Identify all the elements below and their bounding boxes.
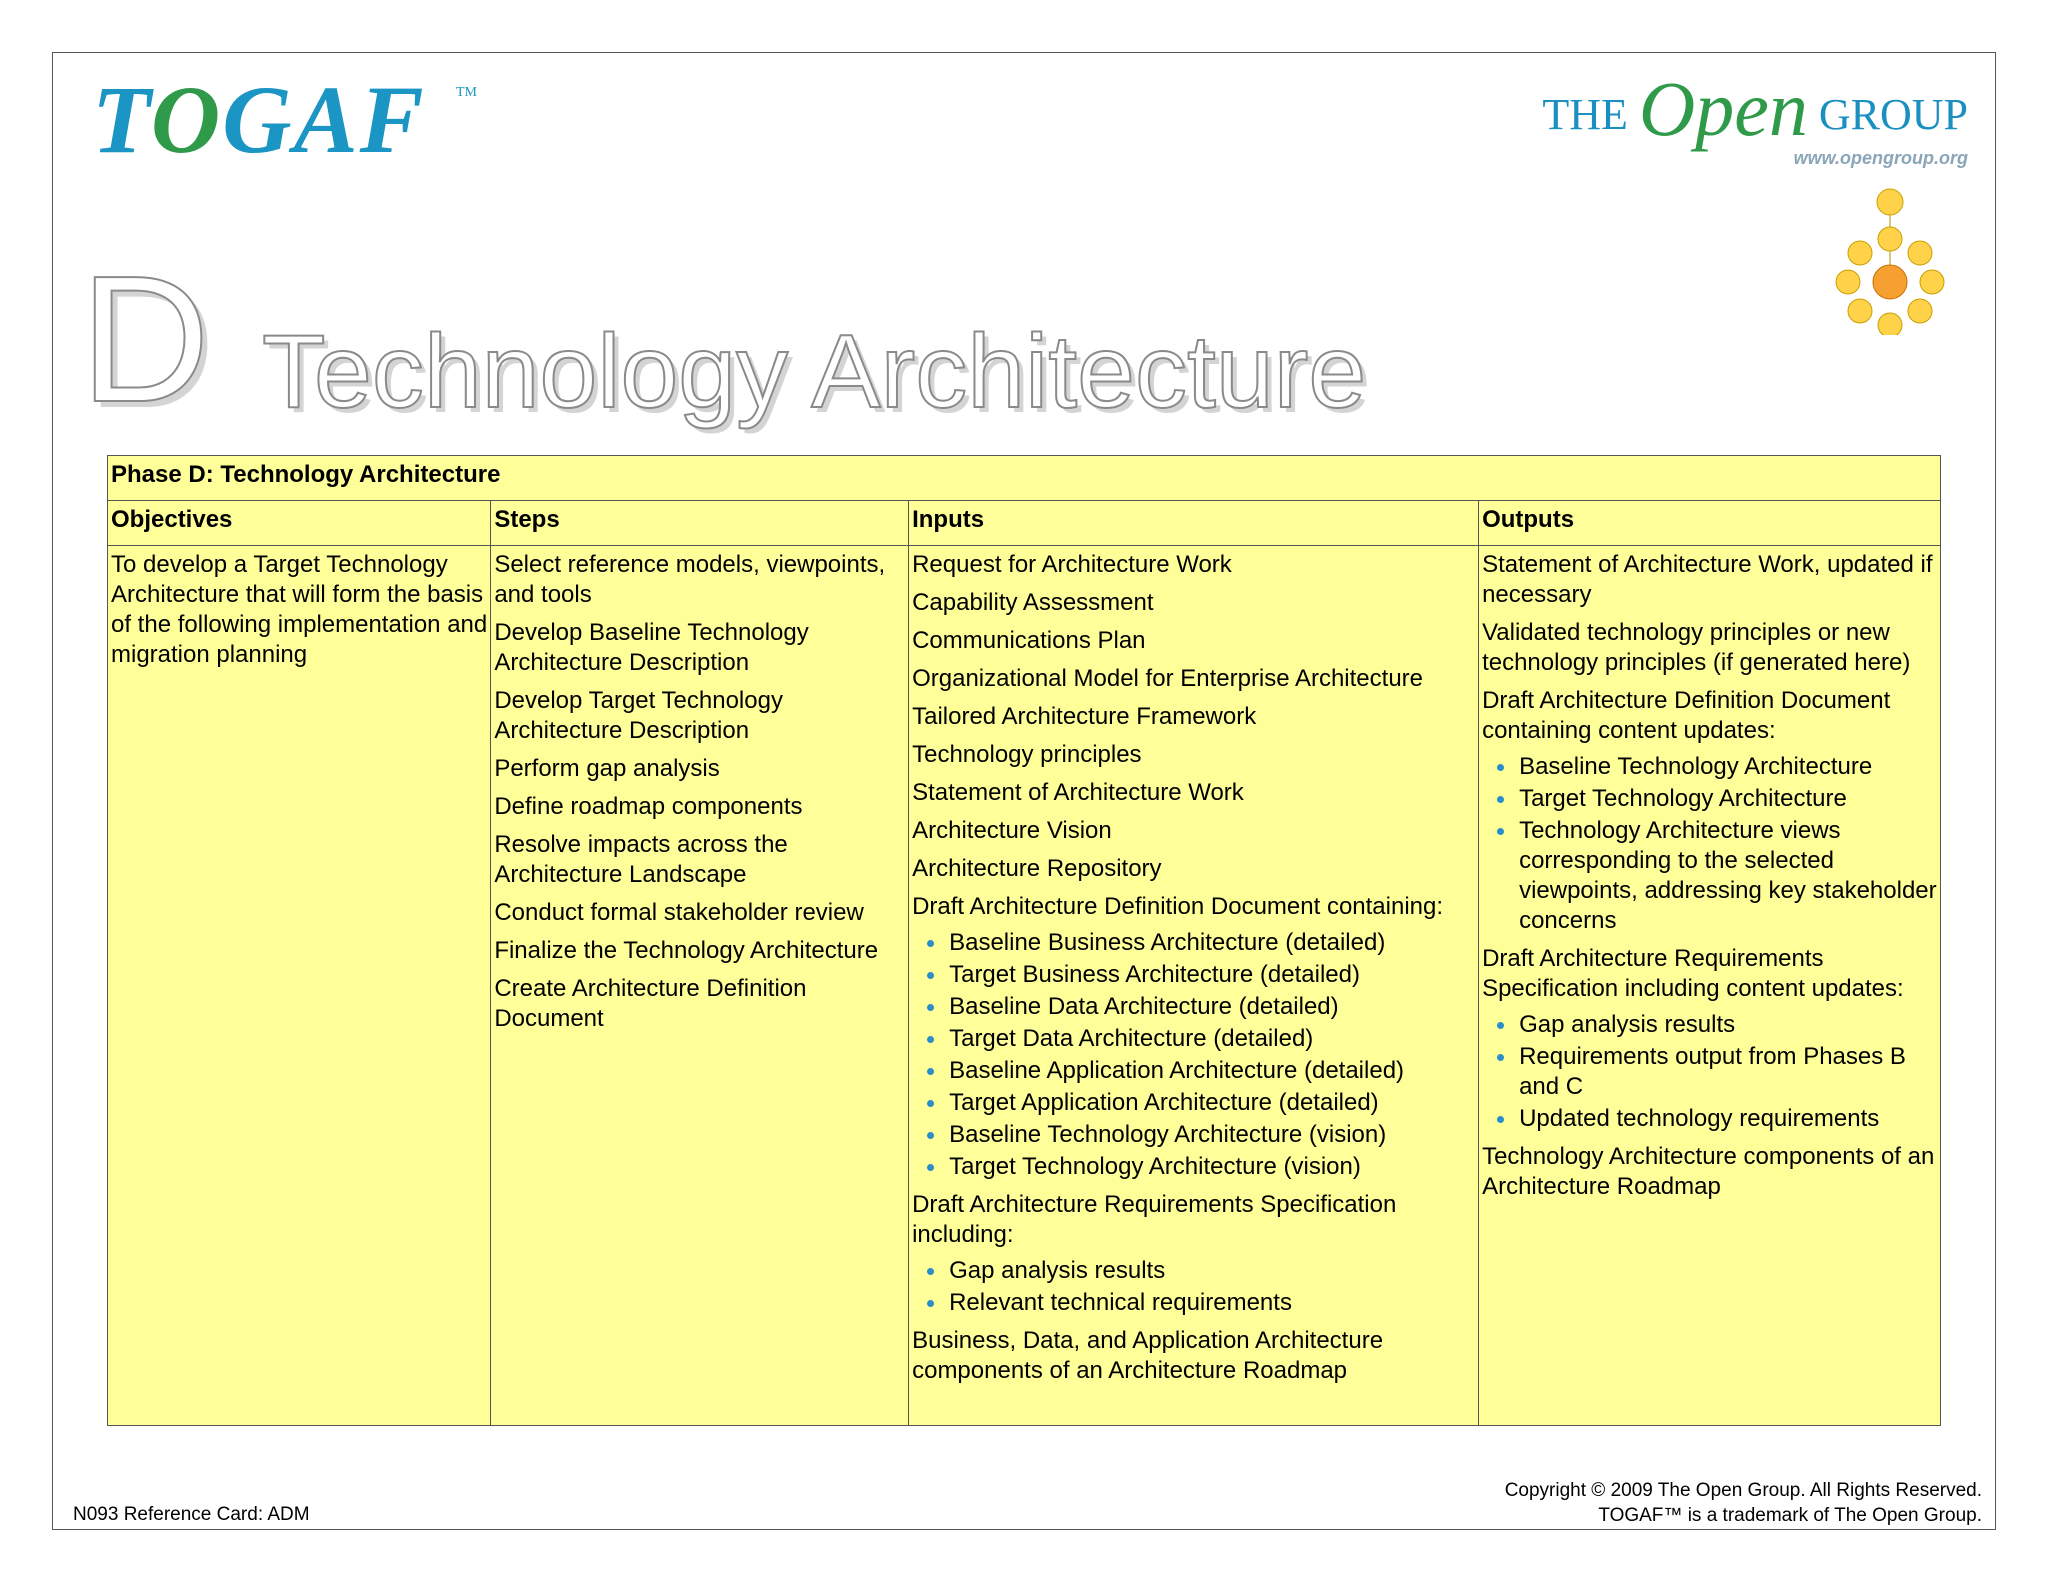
output-item: Validated technology principles or new technology principles (if generated here): [1482, 619, 1911, 676]
phase-table: [107, 455, 1941, 1426]
togaf-logo: TOGAF TM: [92, 66, 477, 173]
list-item: Updated technology requirements: [1482, 1104, 1937, 1134]
phase-heading: Technology Architecture: [262, 314, 1367, 430]
list-item: Baseline Technology Architecture (vision): [912, 1120, 1475, 1150]
header-objectives: Objectives: [108, 501, 491, 546]
input-item: Draft Architecture Definition Document containing:: [912, 893, 1444, 920]
objectives-cell: [108, 546, 491, 1426]
step-item: Resolve impacts across the Architecture Landscape: [494, 831, 788, 888]
copyright-text: Copyright © 2009 The Open Group. All Rights Reserved.: [1504, 1480, 1982, 1501]
list-item: Gap analysis results: [912, 1256, 1475, 1286]
bullet-list: [1482, 1010, 1937, 1134]
list-item: Requirements output from Phases B and C: [1482, 1042, 1937, 1102]
list-item: Target Technology Architecture: [1482, 784, 1937, 814]
input-item: Tailored Architecture Framework: [912, 703, 1257, 730]
step-item: Develop Target Technology Architecture Description: [494, 687, 783, 744]
list-item: Baseline Data Architecture (detailed): [912, 992, 1475, 1022]
card-reference: N093 Reference Card: ADM: [73, 1504, 310, 1525]
step-item: Define roadmap components: [494, 793, 803, 820]
input-item: Capability Assessment: [912, 589, 1154, 616]
trademark-mark: TM: [456, 85, 477, 100]
step-item: Select reference models, viewpoints, and tools: [494, 551, 886, 608]
list-item: Baseline Business Architecture (detailed): [912, 928, 1475, 958]
list-item: Technology Architecture views corresponding to the selected viewpoints, addressing key stakeholder concerns: [1482, 816, 1937, 936]
input-item: Architecture Repository: [912, 855, 1162, 882]
input-item: Request for Architecture Work: [912, 551, 1232, 578]
bullet-list: [912, 1256, 1475, 1318]
trademark-text: TOGAF™ is a trademark of The Open Group.: [1598, 1505, 1982, 1526]
output-item: Technology Architecture components of an Architecture Roadmap: [1482, 1143, 1935, 1200]
list-item: Baseline Application Architecture (detailed): [912, 1056, 1475, 1086]
input-item: Communications Plan: [912, 627, 1146, 654]
input-item: Draft Architecture Requirements Specification including:: [912, 1191, 1397, 1248]
output-item: Statement of Architecture Work, updated if necessary: [1482, 551, 1933, 608]
open-group-url: www.opengroup.org: [1793, 148, 1968, 168]
list-item: Target Technology Architecture (vision): [912, 1152, 1475, 1182]
outputs-cell: [1479, 546, 1941, 1426]
steps-cell: [491, 546, 909, 1426]
output-item: Draft Architecture Requirements Specification including content updates:: [1482, 945, 1904, 1002]
step-item: Perform gap analysis: [494, 755, 720, 782]
bullet-list: [1482, 752, 1937, 936]
inputs-cell: [909, 546, 1479, 1426]
phase-letter: D: [80, 239, 210, 440]
open-group-logo: THE Open GROUP www.opengroup.org: [1542, 65, 1968, 168]
header-steps: Steps: [491, 501, 909, 546]
step-item: Create Architecture Definition Document: [494, 975, 807, 1032]
adm-cycle-icon: [1830, 185, 1950, 335]
input-item: Statement of Architecture Work: [912, 779, 1244, 806]
objective-text: To develop a Target Technology Architecture that will form the basis of the following implementation and migration planning: [111, 551, 488, 668]
header-inputs: Inputs: [909, 501, 1479, 546]
list-item: Target Data Architecture (detailed): [912, 1024, 1475, 1054]
input-item: Business, Data, and Application Architecture components of an Architecture Roadmap: [912, 1327, 1384, 1384]
bullet-list: [912, 928, 1475, 1182]
header-outputs: Outputs: [1479, 501, 1941, 546]
list-item: Target Application Architecture (detailed): [912, 1088, 1475, 1118]
step-item: Finalize the Technology Architecture: [494, 937, 879, 964]
copyright-notice: [1505, 1478, 1982, 1528]
list-item: Relevant technical requirements: [912, 1288, 1475, 1318]
step-item: Conduct formal stakeholder review: [494, 899, 864, 926]
step-item: Develop Baseline Technology Architecture Description: [494, 619, 809, 676]
output-item: Draft Architecture Definition Document containing content updates:: [1482, 687, 1891, 744]
input-item: Organizational Model for Enterprise Architecture: [912, 665, 1424, 692]
list-item: Gap analysis results: [1482, 1010, 1937, 1040]
list-item: Target Business Architecture (detailed): [912, 960, 1475, 990]
input-item: Technology principles: [912, 741, 1142, 768]
table-title: Phase D: Technology Architecture: [108, 456, 1941, 501]
input-item: Architecture Vision: [912, 817, 1112, 844]
list-item: Baseline Technology Architecture: [1482, 752, 1937, 782]
